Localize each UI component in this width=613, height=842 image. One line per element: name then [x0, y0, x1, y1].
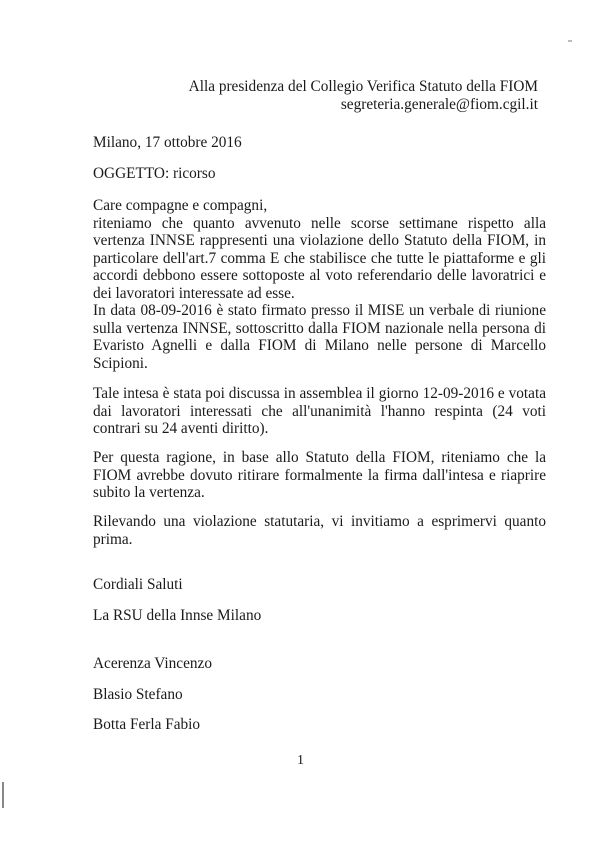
paragraph-2-block: [93, 302, 546, 372]
subject-line: OGGETTO: ricorso: [93, 165, 216, 182]
paragraph-5-block: [93, 513, 546, 548]
date-line: Milano, 17 ottobre 2016: [93, 134, 242, 151]
signatory: Blasio Stefano: [93, 686, 183, 703]
scan-margin-mark: [2, 782, 4, 808]
paragraph-4-block: [93, 449, 546, 502]
paragraph-2: In data 08-09-2016 è stato firmato presso il MISE un verbale di riunione sulla vertenza INNSE, sottoscritto dalla FIOM nazionale nella persona di Evaristo Agnelli e dalla FIOM di Milano nelle persone di Marcello Scipioni.: [93, 302, 546, 372]
paragraph-1: riteniamo che quanto avvenuto nelle scorse settimane rispetto alla vertenza INNSE rappresenti una violazione dello Statuto della FIOM, in particolare dell'art.7 comma E che stabilisce che tutte le piattaforme e gli accordi debbono essere sottoposte al voto referendario delle lavoratrici e dei lavoratori interessate ad esse.: [93, 214, 546, 302]
paragraph-3-block: [93, 385, 546, 438]
recipient-name: Alla presidenza del Collegio Verifica Statuto della FIOM: [188, 78, 538, 95]
scan-speck: [568, 40, 572, 42]
recipient-email: segreteria.generale@fiom.cgil.it: [340, 95, 538, 113]
signatory: Botta Ferla Fabio: [93, 716, 201, 733]
salutation: Care compagne e compagni,: [93, 197, 268, 214]
paragraph-4: Per questa ragione, in base allo Statuto della FIOM, riteniamo che la FIOM avrebbe dovuto ritirare formalmente la firma dall'intesa e riaprire subito la vertenza.: [93, 449, 546, 501]
page-number: 1: [297, 753, 304, 768]
sender: La RSU della Innse Milano: [93, 607, 262, 624]
signatory: Acerenza Vincenzo: [93, 655, 212, 672]
salutation-and-paragraph-1: [93, 197, 546, 302]
closing: Cordiali Saluti: [93, 576, 183, 593]
paragraph-3: Tale intesa è stata poi discussa in assemblea il giorno 12-09-2016 e votata dai lavoratori interessati che all'unanimità l'hanno respinta (24 voti contrari su 24 aventi diritto).: [93, 385, 546, 437]
paragraph-5: Rilevando una violazione statutaria, vi invitiamo a esprimervi quanto prima.: [93, 513, 546, 548]
recipient-block: [189, 78, 538, 113]
